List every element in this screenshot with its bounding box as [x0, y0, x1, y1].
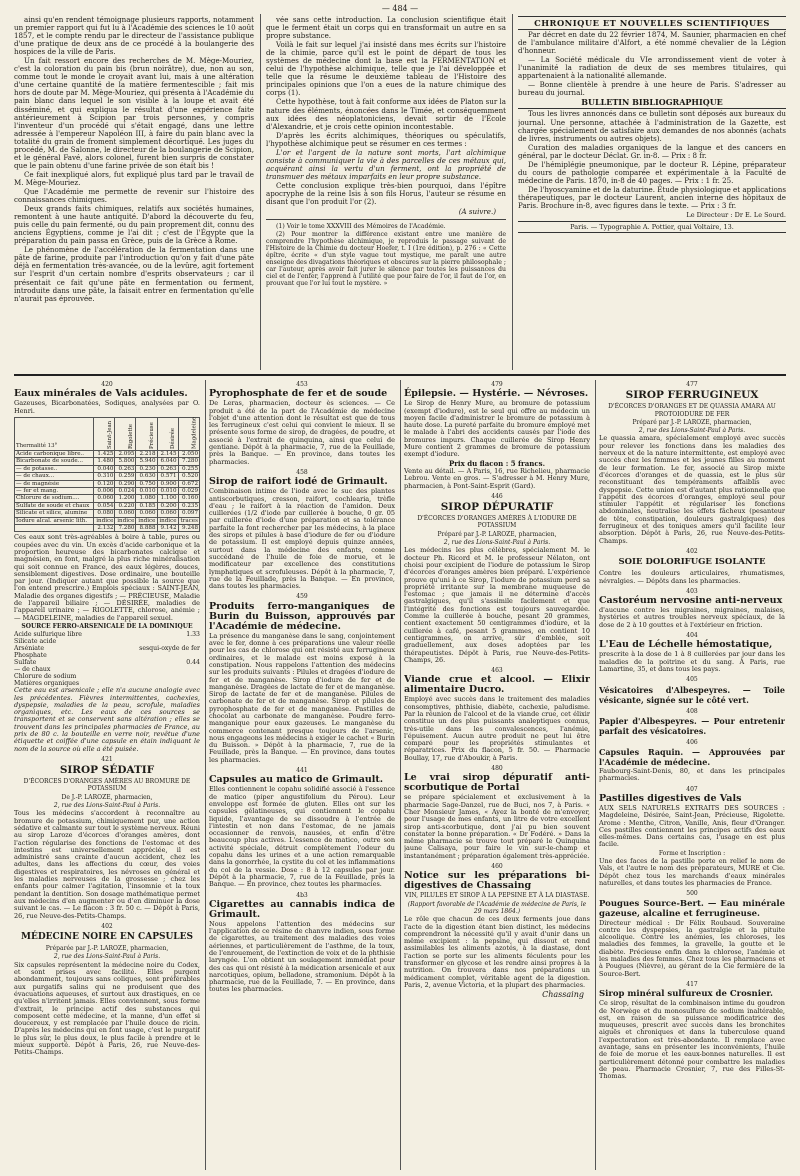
table-cell: 2.145	[157, 450, 178, 457]
ad-number: 460	[491, 863, 503, 871]
column-divider	[512, 14, 513, 370]
paragraph: Cette conclusion explique très-bien pourquoi, dans l'épître apocryphe de la reine Isis à son fils Horus, l'auteur se résume en disant que l'on produit l'or (2).	[266, 180, 506, 207]
ad-title: MÉDECINE NOIRE EN CAPSULES	[21, 932, 193, 943]
ad-text: AUX SELS NATURELS EXTRAITS DES SOURCES : Magdeleine, Désirée, Saint-Jean, Précieuse, Rigolette. Arome : Menthe, Citron, Vanille, Anis, fleur d'Oranger. Ces pastilles contiennent les principes actifs des eaux elles-mêmes. Dans certains cas, l'usage en est plus facile.	[599, 803, 785, 849]
table-cell: 9.142	[157, 524, 178, 531]
ad-text: Vente au détail. — A Paris, 16, rue Richelieu, pharmacie Lebrou. Vente en gros. — S'adresser à M. Henry Mure, pharmacien, à Pont-Saint-Esprit (Gard).	[404, 466, 590, 490]
table-cell: 0.672	[178, 480, 199, 487]
table-cell: 0.259	[115, 473, 136, 480]
formula-label: Chlorure de sodium	[14, 673, 77, 681]
table-header: Désirée	[157, 417, 178, 450]
ad-number: 402	[101, 922, 113, 930]
table-row	[15, 480, 200, 487]
ad-text: Le Sirop de Henry Mure, au bromure de potassium (exempt d'iodure), est le seul qui offre au médecin un moyen facile d'administrer le bromure de potassium à haute dose. La pureté parfaite du bromure employé met le malade à l'abri des accidents causés par l'iode des bromures impurs. Chaque cuillerée de Sirop Henry Mure contient 2 grammes de bromure de potassium exempt d'iodure.	[404, 399, 590, 459]
paragraph: Cette hypothèse, tout à fait conforme aux idées de Platon sur la nature des éléments, énoncées dans le Timée, et conséquemment aux idées des néoplatoniciens, devait sortir de l'École d'Alexandrie, et je crois cette opinion incontestable.	[266, 97, 506, 131]
ad-title: SOIE DOLORIFUGE ISOLANTE	[618, 557, 766, 568]
ad-subtitle: D'ÉCORCES D'ORANGES AMÈRES À L'IODURE DE POTASSIUM	[417, 515, 577, 530]
ad-title: Notice sur les préparations bi-digestives de Chassaing	[404, 870, 590, 892]
table-cell: Iodure alcal. arsenic lith.	[15, 517, 94, 524]
ad-subtitle: SOURCE FERRO-ARSENICALE DE LA DOMINIQUE	[21, 622, 193, 630]
table-row	[15, 495, 200, 502]
ad-number: 420	[101, 381, 113, 388]
ad-title: SIROP SÉDATIF	[59, 764, 155, 777]
table-cell: 2.095	[115, 450, 136, 457]
table-cell: 5.800	[115, 458, 136, 465]
table-cell: indice	[157, 517, 178, 524]
ad-title: Vésicatoires d'Albespeyres. — Toile vésicante, signée sur le côté vert.	[599, 684, 785, 705]
formula-label: Phosphate	[14, 652, 47, 660]
table-cell: 0.200	[157, 502, 178, 509]
table-cell: 0.029	[178, 487, 199, 494]
table-header: Saint-Jean	[94, 417, 115, 450]
table-cell: 1.080	[136, 495, 157, 502]
table-cell: Bicarbonate de soude...	[15, 458, 94, 465]
ad-number: 453	[296, 381, 308, 388]
ad-title: SIROP DÉPURATIF	[440, 501, 554, 514]
formula-row	[14, 638, 200, 645]
table-cell: Acide carbonique libre..	[15, 450, 94, 457]
ad-sirop-raifort	[209, 477, 395, 590]
paragraph: vée sans cette introduction. La conclusion scientifique était que le ferment était un corps qui en transformait un autre en sa propre substance.	[266, 16, 506, 41]
table-cell: 0.750	[136, 480, 157, 487]
paragraph: D'après les écrits alchimiques, théoriques ou spéculatifs, l'hypothèse alchimique peut se résumer en ces termes :	[266, 130, 506, 148]
table-cell: 7.280	[178, 458, 199, 465]
ad-subtitle: VIN, PILULES ET SIROP À LA PEPSINE ET À LA DIASTASE.	[404, 892, 590, 900]
ad-title: Produits ferro-manganiques de Burin du Buisson, approuvés par l'Académie de médecine.	[209, 600, 395, 632]
ad-epilepsie	[404, 389, 590, 490]
column-divider	[205, 380, 206, 1170]
ad-title: Eaux minérales de Vals acidules.	[14, 388, 188, 400]
table-cell: 0.520	[178, 473, 199, 480]
table-row	[15, 487, 200, 494]
table-cell: 0.160	[178, 495, 199, 502]
ad-subtitle: D'ÉCORCES D'ORANGES ET DE QUASSIA AMARA AU PROTOIODURE DE FER	[608, 403, 776, 418]
table-cell: 9.248	[178, 524, 199, 531]
table-cell: 8.888	[136, 524, 157, 531]
table-cell: 0.010	[136, 487, 157, 494]
article-column-1	[14, 16, 254, 370]
formula-label: Sulfate	[14, 659, 37, 667]
ad-text: Les médecins les plus célèbres, spécialement M. le docteur Ph. Ricord et M. le professeur Nélaton, ont choisi pour excipient de l'iodure de potassium le Sirop d'écorces d'oranges amères bien préparé. L'expérience prouve qu'uni à ce Sirop, l'iodure de potassium perd sa propriété irritante sur la membrane muqueuse de l'estomac ; que jamais il ne détermine d'accès gastralgiques, qu'il s'assimile facilement et que l'intégrité des fonctions est toujours sauvegardée. Comme la cuillerée à bouche, pesant 20 grammes, contient exactement 50 centigrammes d'iodure, et la cuillerée à café, pesant 5 grammes, en contient 10 centigrammes, on arrive, sûr d'emblée, soit graduellement, aux doses adoptées par les thérapeutistes. Dépôt à Paris, rue Neuve-des-Petits-Champs, 26.	[404, 546, 590, 664]
ad-notice-chassaing	[404, 871, 590, 998]
table-row	[15, 473, 200, 480]
table-cell: Chlorure de sodium....	[15, 495, 94, 502]
formula-label: Silicate acide	[14, 638, 57, 646]
ad-title: Sirop de raifort iodé de Grimault.	[209, 476, 388, 488]
bibliography-header: BULLETIN BIBLIOGRAPHIQUE	[518, 98, 786, 109]
ad-text: Combinaison intime de l'iode avec le suc des plantes antiscorbutiques, cresson, raifort, cochlearia, trèfle d'eau ; le raifort à la réaction de l'amidon. Deux cuillerées (1/2 d'iode par cuillerée à bouche, 0 gr. 05 par cuillerée d'iode d'une préparation et sa tolérance parfaite la font rechercher par les médecins, à la place des sirops et pilules à base d'iodure de fer ou d'iodure de potassium. Il est employé depuis quinze années, surtout dans la médecine des enfants, comme succédané de l'huile de foie de morue, et le modificateur par excellence des constitutions lymphatiques et scrofuleuses. Dépôt à la pharmacie, 7, rue de la Feuillade, près la Banque. — En province, dans toutes les pharmacies.	[209, 487, 395, 591]
table-cell: 1.200	[115, 495, 136, 502]
section-divider	[14, 374, 786, 376]
column-divider	[260, 14, 261, 370]
table-cell: 0.054	[94, 502, 115, 509]
bibliography-item: De l'hémiplégie pneumonique, par le docteur R. Lépine, préparateur du cours de pathologie comparée et expérimentale à la Faculté de médecine de Paris. 1870, in-8 de 40 pages. — Prix : 1 fr. 25.	[518, 159, 786, 185]
column-divider	[400, 380, 401, 1170]
bibliography-item: Curation des maladies organiques de la langue et des cancers en général, par le docteur Déclat. Gr. in-8. — Prix : 8 fr.	[518, 142, 786, 160]
ad-title: Papier d'Albespeyres. — Pour entretenir parfait des vésicatoires.	[599, 715, 785, 736]
paragraph: L'or et l'argent de la nature sont morts, l'art alchimique consiste à communiquer la vie à des parcelles de ces métaux qui, acquérant ainsi la vertu d'un ferment, ont la propriété de transmuer des métaux imparfaits en leur propre substance.	[266, 147, 506, 181]
ad-author: Préparé par J.-P. LAROZE, pharmacien,	[632, 418, 752, 426]
ad-column-2	[209, 380, 395, 1170]
table-cell: indice	[136, 517, 157, 524]
to-be-continued: (A suivre.)	[458, 207, 496, 217]
table-cell: — fer et mang.	[15, 487, 94, 494]
ad-author: De J.-P. LAROZE, pharmacien,	[61, 793, 153, 801]
table-body	[15, 450, 200, 531]
table-cell: traces	[178, 517, 199, 524]
table-cell: 0.060	[115, 510, 136, 517]
ad-vesicatoires	[599, 685, 785, 705]
ad-title: Castoréum nervosine anti-nerveux	[599, 595, 783, 607]
chronicle-column	[518, 16, 786, 370]
table-cell: indice	[94, 517, 115, 524]
ad-text: De Leras, pharmacien, docteur ès sciences. — Ce produit a été de la part de l'Académie de médecine l'objet d'une attention dont le résultat est que de tous les ferrugineux c'est celui qui convient le mieux. Il se présente sous forme de sirop, de dragées, de poudre, et associé à l'extrait de quinquina, ainsi que celui de gentiane. Dépôt à la pharmacie, 7, rue de la Feuillade, près la Banque. — En province, dans toutes les pharmacies.	[209, 399, 395, 466]
table-cell: 0.310	[94, 473, 115, 480]
table-cell: 0.630	[136, 473, 157, 480]
ad-text: Nous appelons l'attention des médecins sur l'application de ce résine de chanvre indien, sous forme de cigarettes, au traitement des maladies des voies aériennes, et particulièrement de l'asthme, de la toux, de l'enrouement, de l'extinction de voix et de la phthisie laryngée. L'on obtient un soulagement immédiat pour des cas qui ont résisté à la médication arsenicale et aux narcotiques, opium, belladone, stramonium. Dépôt à la pharmacie, rue de la Feuillade, 7. — En province, dans toutes les pharmacies.	[209, 919, 395, 994]
table-cell: 0.263	[115, 465, 136, 472]
table-cell: — de chaux...	[15, 473, 94, 480]
footnote: (2) Pour montrer la différence existant entre une manière de comprendre l'hypothèse alchimique, je reproduis le passage suivant de l'Histoire de la Chimie du docteur Hoefer, t. I (1re édition), p. 276 : « Cette épître, écrite « d'un style vague tout mystique, me paraît une autre enseigne des divagations théoriques et obscures sur la pierre philosophale ; car l'auteur, après avoir fait jurer le silence par toutes les puissances du ciel et de l'enfer, l'apprend à l'utilité que pour faire de l'or, il faut de l'or, en prouvant que l'or lui tout le mystère. »	[266, 231, 506, 288]
article-section	[14, 16, 786, 370]
table-cell: 1.425	[94, 450, 115, 457]
ad-number: 441	[296, 767, 308, 775]
table-cell: 0.060	[136, 510, 157, 517]
table-cell: 0.120	[94, 480, 115, 487]
news-item: — Bonne clientèle à prendre à une heure de Paris. S'adresser au bureau du journal.	[518, 80, 786, 98]
ad-text: d'aucune contre les migraines, migraines, malaises, hystéries et autres troubles nerveux spéciaux, de la dose de 2 à 10 gouttes et à l'extérieur en friction.	[599, 606, 785, 629]
table-cell: 0.060	[157, 510, 178, 517]
ad-text: Le quassia amara, spécialement employé avec succès pour relever les fonctions dans les maladies des nerveux et de la nature intermittente, est employé avec succès chez les femmes et les jeunes filles au moment de leur formation. Le fer, associé au Sirop mixte d'écorces d'oranges et de quassia, est le plus sûr reconstituant des tempéraments affaiblis avec dyspepsie. Cette union est d'autant plus rationnelle que l'appétit des écorces d'oranges, employé seul pour stimuler l'appétit et régulariser les fonctions abdominales, neutralise les effets fâcheux (pesanteur de tête, constipation, douleurs gastralgiques) des ferrugineux et des toniques amers qu'il facilite leur absorption. Dépôt à Paris, 26, rue Neuve-des-Petits-Champs.	[599, 434, 785, 545]
table-row	[15, 510, 200, 517]
ad-text: prescrite à la dose de 1 à 8 cuillerées par jour dans les maladies de la poitrine et du sang. À Paris, rue Lamartine, 35, et dans tous les pays.	[599, 650, 785, 673]
ad-text: La présence du manganèse dans le sang, conjointement avec le fer, donne à ces préparations une valeur réelle pour les cas de chlorose qui ont résisté aux ferrugineux ordinaires, et le malade est moins exposé à la constipation. Nous rappelons l'attention des médecins sur les produits suivants : Pilules et dragées d'iodure de fer et de manganèse. Sirop d'iodure de fer et de manganèse. Dragées de lactate de fer et de manganèse. Sirop de lactate de fer et de manganèse. Pilules de carbonate de fer et de manganèse. Sirop et pilules de pyrophosphate de fer et de manganèse. Pastilles de chocolat au carbonate de manganèse. Poudre ferro-manganique pour eaux gazeuses. Le manganèse du commerce contenant presque toujours de l'arsenic, nous engageons les médecins à exiger le cachet « Burin du Buisson. » Dépôt à la pharmacie, 7, rue de la Feuillade, près la Banque. — En province, dans toutes les pharmacies.	[209, 631, 395, 764]
ad-castoreum	[599, 596, 785, 629]
mineral-table	[14, 417, 200, 532]
formula-label: Matières organiques	[14, 680, 79, 688]
paragraph: Le phénomène de l'accélération de la fermentation dans une pâte de farine, produite par l'introduction qu'on y fait d'une pâte déjà en fermentation très-avancée, ou de la levûre, agit fortement sur l'esprit d'un certain nombre d'esprits observateurs ; car il présentait ce fait qu'une pâte en fermentation ou ferment, introduite dans une pâte, la faisait entrer en fermentation qu'elle n'aurait pas éprouvée.	[14, 245, 254, 303]
table-header: Rigolette	[115, 417, 136, 450]
table-cell: 2.050	[178, 450, 199, 457]
ad-sirop-portal	[404, 773, 590, 860]
ad-title: Sirop minéral sulfureux de Crosnier.	[599, 989, 774, 1000]
ad-title: Pastilles digestives de Vals	[599, 792, 742, 804]
table-cell: 7.280	[115, 524, 136, 531]
formula-value: sesqui-oxyde de fer	[139, 645, 200, 653]
formula-value: 1.33	[186, 631, 200, 639]
ad-ferro-manganiques	[209, 602, 395, 764]
ad-subtitle: Forme et Inscription :	[658, 849, 726, 857]
ad-number: 458	[296, 468, 308, 476]
formula-value: 0.44	[186, 659, 200, 667]
divider	[266, 219, 506, 220]
table-cell	[15, 524, 94, 531]
table-cell: 0.235	[178, 502, 199, 509]
table-row	[15, 450, 200, 457]
ad-number: 407	[686, 785, 698, 793]
table-row	[15, 524, 200, 531]
paragraph: Deux grands faits chimiques, relatifs aux sociétés humaines, remontent à une haute antiquité. D'abord la découverte du feu, puis celle du pain fermenté, ou du pain proprement dit, connu des anciens Égyptiens, comme je l'ai dit ; c'est de l'Égypte que la préparation du pain passa en Grèce, puis de la Grèce à Rome.	[14, 204, 254, 246]
page-number: — 484 —	[381, 4, 419, 13]
paragraph: ainsi qu'en rendent témoignage plusieurs rapports, notamment un premier rapport qui fut lu à l'Académie des sciences le 10 août 1857, et le compte rendu par le directeur de l'assistance publique d'une pratique de deux ans de ce procédé à la boulangerie des hospices de la ville de Paris.	[14, 16, 254, 57]
table-cell: 0.571	[157, 473, 178, 480]
ad-title: Pyrophosphate de fer et de soude	[209, 388, 388, 400]
ad-sirop-sedatif	[14, 765, 200, 920]
ad-number: 403	[686, 587, 698, 595]
ad-column-4	[599, 380, 785, 1170]
table-row	[15, 502, 200, 509]
table-cell: 5.940	[136, 458, 157, 465]
ad-title: Viande crue et alcool. — Elixir alimentaire Ducro.	[404, 674, 590, 696]
printer-line: Paris. — Typographie A. Pottier, quai Voltaire, 13.	[518, 221, 786, 233]
table-cell: 0.080	[94, 510, 115, 517]
ad-text: Ce sirop, résultat de la combinaison intime du goudron de Norwège et du monosulfure de sodium inaltérable, est, en raison de sa puissance modificatrice des muqueuses, prescrit avec succès dans les bronchites aiguës et chroniques et dans la tuberculose quand l'expectoration est très-abondante. Il remplace avec avantage, sans en présenter les inconvénients, l'huile de foie de morue et les eaux-bonnes naturelles. Il est particulièrement détonné pour combattre les maladies de peau. Pharmacie Crosnier, 7, rue des Filles-St-Thomas.	[599, 999, 785, 1081]
table-cell: Sulfate de soude et chaux	[15, 502, 94, 509]
ad-title: L'Eau de Léchelle hémostatique,	[599, 639, 773, 651]
ad-number: 417	[686, 980, 698, 988]
table-cell: indice	[115, 517, 136, 524]
ad-text: Contre les douleurs articulaires, rhumatismes, névralgies. — Dépôts dans les pharmacies.	[599, 569, 785, 585]
ad-number: 480	[491, 765, 503, 773]
table-cell: 0.060	[94, 495, 115, 502]
ad-column-3	[404, 380, 590, 1170]
footnote: (1) Voir le tome XXXVIII des Mémoires de l'Académie.	[276, 223, 446, 231]
ad-papier	[599, 716, 785, 736]
ad-column-1	[14, 380, 200, 1170]
paragraph: Un fait ressort encore des recherches de M. Mège-Mouriez, c'est la coloration du pain bis (brun noirâtre), due, non au son, comme tout le monde le croyait avant lui, mais à une altération d'une certaine quantité de la matière fermentescible ; fait mis hors de doute par M. Mège-Mouriez, qui présenta à l'Académie du pain blanc dans lequel le son visible à la loupe et avait été disséminé, et qui expliqua le résultat d'une expérience faite antérieurement à Scipion par trois personnes, y compris l'inventeur d'un procédé qui s'était engagé, dans une lettre adressée à l'empereur Napoléon III, à faire du pain blanc avec la totalité du grain de froment simplement décortiqué. Les juges du procédé, M. de Salonne, le directeur de la boulangerie de Scipion, et le général Favé, alors colonel, furent bien surpris de constater que le pain obtenu d'une farine privée de son était bis !	[14, 56, 254, 170]
ad-text: Une des faces de la pastille porte en relief le nom de Vals, et l'autre le nom des préparateurs, MURE et Cie. Dépôt chez tous les marchands d'eaux minérales naturelles, et dans toutes les pharmacies de France.	[599, 857, 785, 887]
formula-row	[14, 659, 200, 666]
ad-text: Ces eaux sont très-agréables à boire à table, pures ou coupées avec du vin. Un excès d'acide carbonique et la proportion heureuse des bicarbonates calcique et magnésien, en font, malgré la plus riche minéralisation qui soit connue en France, des eaux légères, douces, sensiblement digestives. Dose ordinaire, une bouteille par jour. (Indiquer autant que possible la source que l'on entend prescrire.) Emplois spéciaux : SAINT-JEAN, Maladie des organes digestifs ; — PRÉCIEUSE, Maladie de l'appareil biliaire ; — DÉSIRÉE, maladies de l'appareil urinaire ; — RIGOLETTE, chlorose, anémie ; — MAGDELEINE, maladies de l'appareil sexuel.	[14, 533, 200, 622]
table-header-row	[15, 417, 200, 450]
table-cell: 0.230	[136, 465, 157, 472]
ad-title: SIROP FERRUGINEUX	[625, 389, 759, 402]
ad-title: Capsules au matico de Grimault.	[209, 774, 384, 786]
ad-number: 459	[296, 593, 308, 601]
ad-quote: (Rapport favorable de l'Académie de médecine de Paris, le 29 mars 1864.)	[407, 900, 587, 915]
ad-author: Préparé par J.-P. LAROZE, pharmacien,	[437, 530, 557, 538]
bibliography-item: De l'hyoscyamine et de la daturine. Étude physiologique et applications thérapeutiques, par le docteur Laurent, ancien interne des hôpitaux de Paris. Brochure in-8, avec figures dans le texte. — Prix : 3 fr.	[518, 184, 786, 210]
formula-row	[14, 645, 200, 652]
table-cell: 6.040	[157, 458, 178, 465]
chronicle-header: CHRONIQUE ET NOUVELLES SCIENTIFIQUES	[518, 16, 786, 30]
table-cell: 2.132	[94, 524, 115, 531]
ad-number: 421	[101, 755, 113, 763]
ad-number: 479	[491, 381, 503, 388]
ad-text: Faubourg-Saint-Denis, 80, et dans les principales pharmacies.	[599, 767, 785, 783]
table-cell: 0.185	[136, 502, 157, 509]
table-cell: 1.480	[94, 458, 115, 465]
ad-pougues	[599, 899, 785, 978]
table-header: Thermalité 13°	[15, 417, 94, 450]
table-cell: 0.097	[178, 510, 199, 517]
formula-row	[14, 631, 200, 638]
formula-list	[14, 631, 200, 687]
table-cell: 0.024	[115, 487, 136, 494]
ad-subtitle: D'ÉCORCES D'ORANGES AMÈRES AU BROMURE DE POTASSIUM	[23, 778, 191, 793]
table-cell: 1.100	[157, 495, 178, 502]
column-divider	[595, 380, 596, 1170]
ad-number: 500	[686, 890, 698, 898]
ad-address: 2, rue des Lions-Saint-Paul à Paris.	[638, 427, 746, 435]
table-header: Précieuse	[136, 417, 157, 450]
paragraph: Voilà le fait sur lequel j'ai insisté dans mes écrits sur l'histoire de la chimie, parce qu'il est le point de départ de tous les systèmes de médecine dont la base est la FERMENTATION et celui de l'hypothèse alchimique, telle que je l'ai développée et telle que la résume le deuxième tableau de l'Histoire des principales opinions que l'on a eues de la nature chimique des corps (1).	[266, 40, 506, 98]
formula-label: — de chaux	[14, 666, 51, 674]
ad-number: 463	[491, 667, 503, 675]
ad-author: Préparée par J.-P. LAROZE, pharmacien,	[45, 945, 169, 953]
ad-pastilles-vals	[599, 794, 785, 887]
news-item: Par décret en date du 22 février 1874, M. Saunier, pharmacien en chef de l'ambulance militaire d'Alfort, a été nommé chevalier de la Légion d'honneur.	[518, 30, 786, 56]
ad-soie-dolorifuge	[599, 557, 785, 585]
ad-cigarettes	[209, 900, 395, 994]
director-signature: Le Directeur : Dr E. Le Sourd.	[686, 211, 786, 220]
formula-row	[14, 673, 200, 680]
ad-title: Pougues Source-Bert. — Eau minérale gazeuse, alcaline et ferrugineuse.	[599, 898, 785, 919]
signature: Chassaing	[542, 990, 584, 1000]
ad-text: Employé avec succès dans le traitement des maladies consomptives, phthisie, diabète, cachexie, paludisme. Par la réunion de l'alcool et de la viande crue, cet élixir constitue un des plus puissants analeptiques connus, très-utile dans les convalescences, l'anémie, l'épuisement. Aucun autre produit ne peut lui être comparé pour les propriétés stimulantes et réparatrices. Prix du flacon, 5 fr. 50. — Pharmacie Boullay, 17, rue d'Aboukir, à Paris.	[404, 695, 590, 762]
article-column-2	[266, 16, 506, 370]
ad-text: Le rôle que chacun de ces deux ferments joue dans l'acte de la digestion étant bien distinct, les médecins comprendront la nécessité qu'il y avait d'unir dans un même excipient : la pepsine, qui dissout et rend assimilables les aliments azotés, à la diastase, dont l'action se porte sur les aliments féculents pour les transformer en glycose et les rendre ainsi propres à la nutrition. On trouvera dans nos préparations un médicament complet, véritable agent de la digestion. Paris, 2, avenue Victoria, et la plupart des pharmacies.	[404, 915, 590, 989]
ad-title: Épilepsie. — Hystérie. — Névroses.	[404, 388, 589, 400]
ad-eaux-vals	[14, 389, 200, 753]
ad-medecine-noire	[14, 932, 200, 1056]
ad-address: 2, rue des Lions-Saint-Paul à Paris.	[53, 953, 161, 961]
ad-number: 406	[686, 738, 698, 746]
ad-title: Capsules Raquin. — Approuvées par l'Académie de médecine.	[599, 747, 785, 768]
table-cell: 0.040	[94, 465, 115, 472]
ad-text: se prépare spécialement et exclusivement à la pharmacie Sage-Danzel, rue de Buci, nos 7, à Paris. « Cher Monsieur James, « Ayez la bonté de m'envoyer, pour l'usage de mes enfants, un litre de votre excellent sirop anti-scorbutique, dont j'ai pu bien souvent constater la bonne préparation. « Dr Fodéré. » Dans la même pharmacie se trouve tout préparé le Quinquina jaune Calisaya, pour faire le vin sur-le-champ et instantanément ; préparation également très-appréciée.	[404, 793, 590, 860]
ad-number: 405	[686, 676, 698, 684]
formula-label: Arséniate	[14, 645, 45, 653]
ad-eau-lechelle	[599, 640, 785, 673]
ad-viande-crue	[404, 675, 590, 762]
table-row	[15, 458, 200, 465]
ad-number: 446	[491, 492, 503, 500]
ad-crosnier	[599, 989, 785, 1080]
ad-number: 404	[686, 632, 698, 640]
table-cell: — de potasse..	[15, 465, 94, 472]
formula-row	[14, 666, 200, 673]
ad-sirop-depuratif	[404, 502, 590, 664]
ad-number: 402	[686, 547, 698, 555]
table-cell: Silicate et silice, alumine	[15, 510, 94, 517]
ad-text: Tous les médecins s'accordent à reconnaître au bromure de potassium, chimiquement pur, une action sédative et calmante sur tout le système nerveux. Réuni au sirop Laroze d'écorces d'oranges amères, dont l'action régularise des fonctions de l'estomac et des intestins est universellement appréciée, il est administré sans crainte d'aucun accident, chez les adultes, dans les affections du cœur, des voies digestives et respiratoires, les névroses en général et les maladies nerveuses de la grossesse ; chez les enfants pour calmer l'agitation, l'insomnie et la toux pendant la dentition. Son dosage mathématique permet aux médecins d'en augmenter ou d'en diminuer la dose suivant le cas. — Le flacon : 3 fr. 50 c. — Dépôt à Paris, 26, rue Neuve-des-Petits-Champs.	[14, 809, 200, 920]
ad-number: 4b3	[296, 891, 308, 899]
table-cell: 0.006	[94, 487, 115, 494]
ad-text: Cette eau est arsenicale ; elle n'a aucune analogie avec les précédentes. Fièvres intermittentes, cachexies, dyspepsie, maladies de la peau, scrofule, maladies organiques, etc. Les eaux de ces sources se transportent et se conservent sans altération ; elles se trouvent dans les principales pharmacies de France, au prix de 80 c. la bouteille en verre noir, revêtue d'une étiquette et coiffée d'une capsule en étain indiquant le nom de la source où elle a été puisée.	[14, 686, 200, 753]
ad-subtitle: Gazeuses, Bicarbonatées, Sodiques, analysées par O. Henri.	[14, 399, 200, 415]
table-header: Magdeleine	[178, 417, 199, 450]
paragraph: Ce fait inexpliqué alors, fut expliqué plus tard par le travail de M. Mège-Mouriez.	[14, 169, 254, 187]
ad-sirop-ferrugineux	[599, 390, 785, 545]
ad-price: Prix du flacon : 5 francs.	[448, 458, 546, 468]
table-row	[15, 517, 200, 524]
ad-capsules-raquin	[599, 747, 785, 783]
ad-title: Cigarettes au cannabis indica de Grimault.	[209, 898, 395, 920]
ad-number: 408	[686, 707, 698, 715]
table-cell: 0.900	[157, 480, 178, 487]
formula-row	[14, 652, 200, 659]
ad-title: Le vrai sirop dépuratif anti-scorbutique de Portal	[404, 772, 590, 794]
ad-capsules-matico	[209, 775, 395, 888]
table-row	[15, 465, 200, 472]
ad-text: Directeur médical : Dr Félix Roubaud. Souveraine contre les dyspepsies, la gastralgie et la pituite alcoolique. Contre les anémies, les chloroses, les maladies des femmes, la gravelle, la goutte et le diabète. Précieuse enfin dans la chlorose, l'anémie et les maladies des femmes. Chez tous les pharmaciens et à Pougues (Nièvre), au gérant de la Cie fermière de la Source-Bert.	[599, 918, 785, 978]
table-cell: 0.220	[115, 502, 136, 509]
table-cell: 0.263	[157, 465, 178, 472]
bibliography-intro: Tous les livres annoncés dans ce bulletin sont déposés aux bureaux du journal. Une personne, attachée à l'administration de la Gazette, est chargée spécialement de satisfaire aux demandes de nos abonnés (achats de livres, instruments ou autres objets).	[518, 109, 786, 143]
ad-address: 2, rue des Lions-Saint-Paul à Paris.	[443, 539, 551, 547]
table-cell: — de magnésie	[15, 480, 94, 487]
ad-pyrophosphate	[209, 389, 395, 466]
news-item: — La Société médicale du VIe arrondissement vient de voter à l'unanimité la radiation de deux de ses membres titulaires, qui appartenaient à la nationalité allemande.	[518, 55, 786, 81]
ad-address: 2, rue des Lions-Saint-Paul à Paris.	[53, 802, 161, 810]
table-cell: 2.218	[136, 450, 157, 457]
table-cell: 0.255	[178, 465, 199, 472]
paragraph: Que l'Académie me permette de revenir sur l'histoire des connaissances chimiques.	[14, 186, 254, 205]
ad-text: Six capsules représentent la médecine noire du Codex, et sont prises avec facilité. Elles purgent abondamment, toujours sans coliques, sont préférables aux purgatifs salins qui ne produisent que des évacuations aqueuses, et surtout aux drastiques, en ce qu'elles n'irritent jamais. Elles conviennent, sous forme d'extrait, le principe actif des substances qui composent cette médecine, et la manne, d'un effet si doucereux, y est remplacée par l'huile douce de ricin. D'après les médecins qui en font usage, c'est le purgatif le plus sûr, le plus doux, le plus facile à prendre et le mieux supporté. Dépôt à Paris, 26, rue Neuve-des-Petits-Champs.	[14, 960, 200, 1057]
ad-number: 477	[686, 381, 698, 388]
table-cell: 0.010	[157, 487, 178, 494]
formula-label: Acide sulfurique libre	[14, 631, 82, 639]
table-cell: 0.290	[115, 480, 136, 487]
ad-text: Elles contiennent le copahu solidifié associé à l'essence de matico (piper angustifolium du Pérou). Leur enveloppe est formée de gluten. Elles ont sur les capsules gélatineuses, qui contiennent le copahu liquide, l'avantage de se dissoudre à l'entrée de l'intestin et non dans l'estomac, de ne jamais occasionner de renvois, nausées, et enfin d'être beaucoup plus actives. L'essence de matico, outre son activité spéciale, détruit complètement l'odeur du copahu dans les urines et a une action remarquable dans la gonorrhée, la cystite du col et les inflammations du col de la vessie. Dose : 8 à 12 capsules par jour. Dépôt à la pharmacie, 7, rue de la Feuillade, près la Banque. — En province, chez toutes les pharmacies.	[209, 785, 395, 889]
